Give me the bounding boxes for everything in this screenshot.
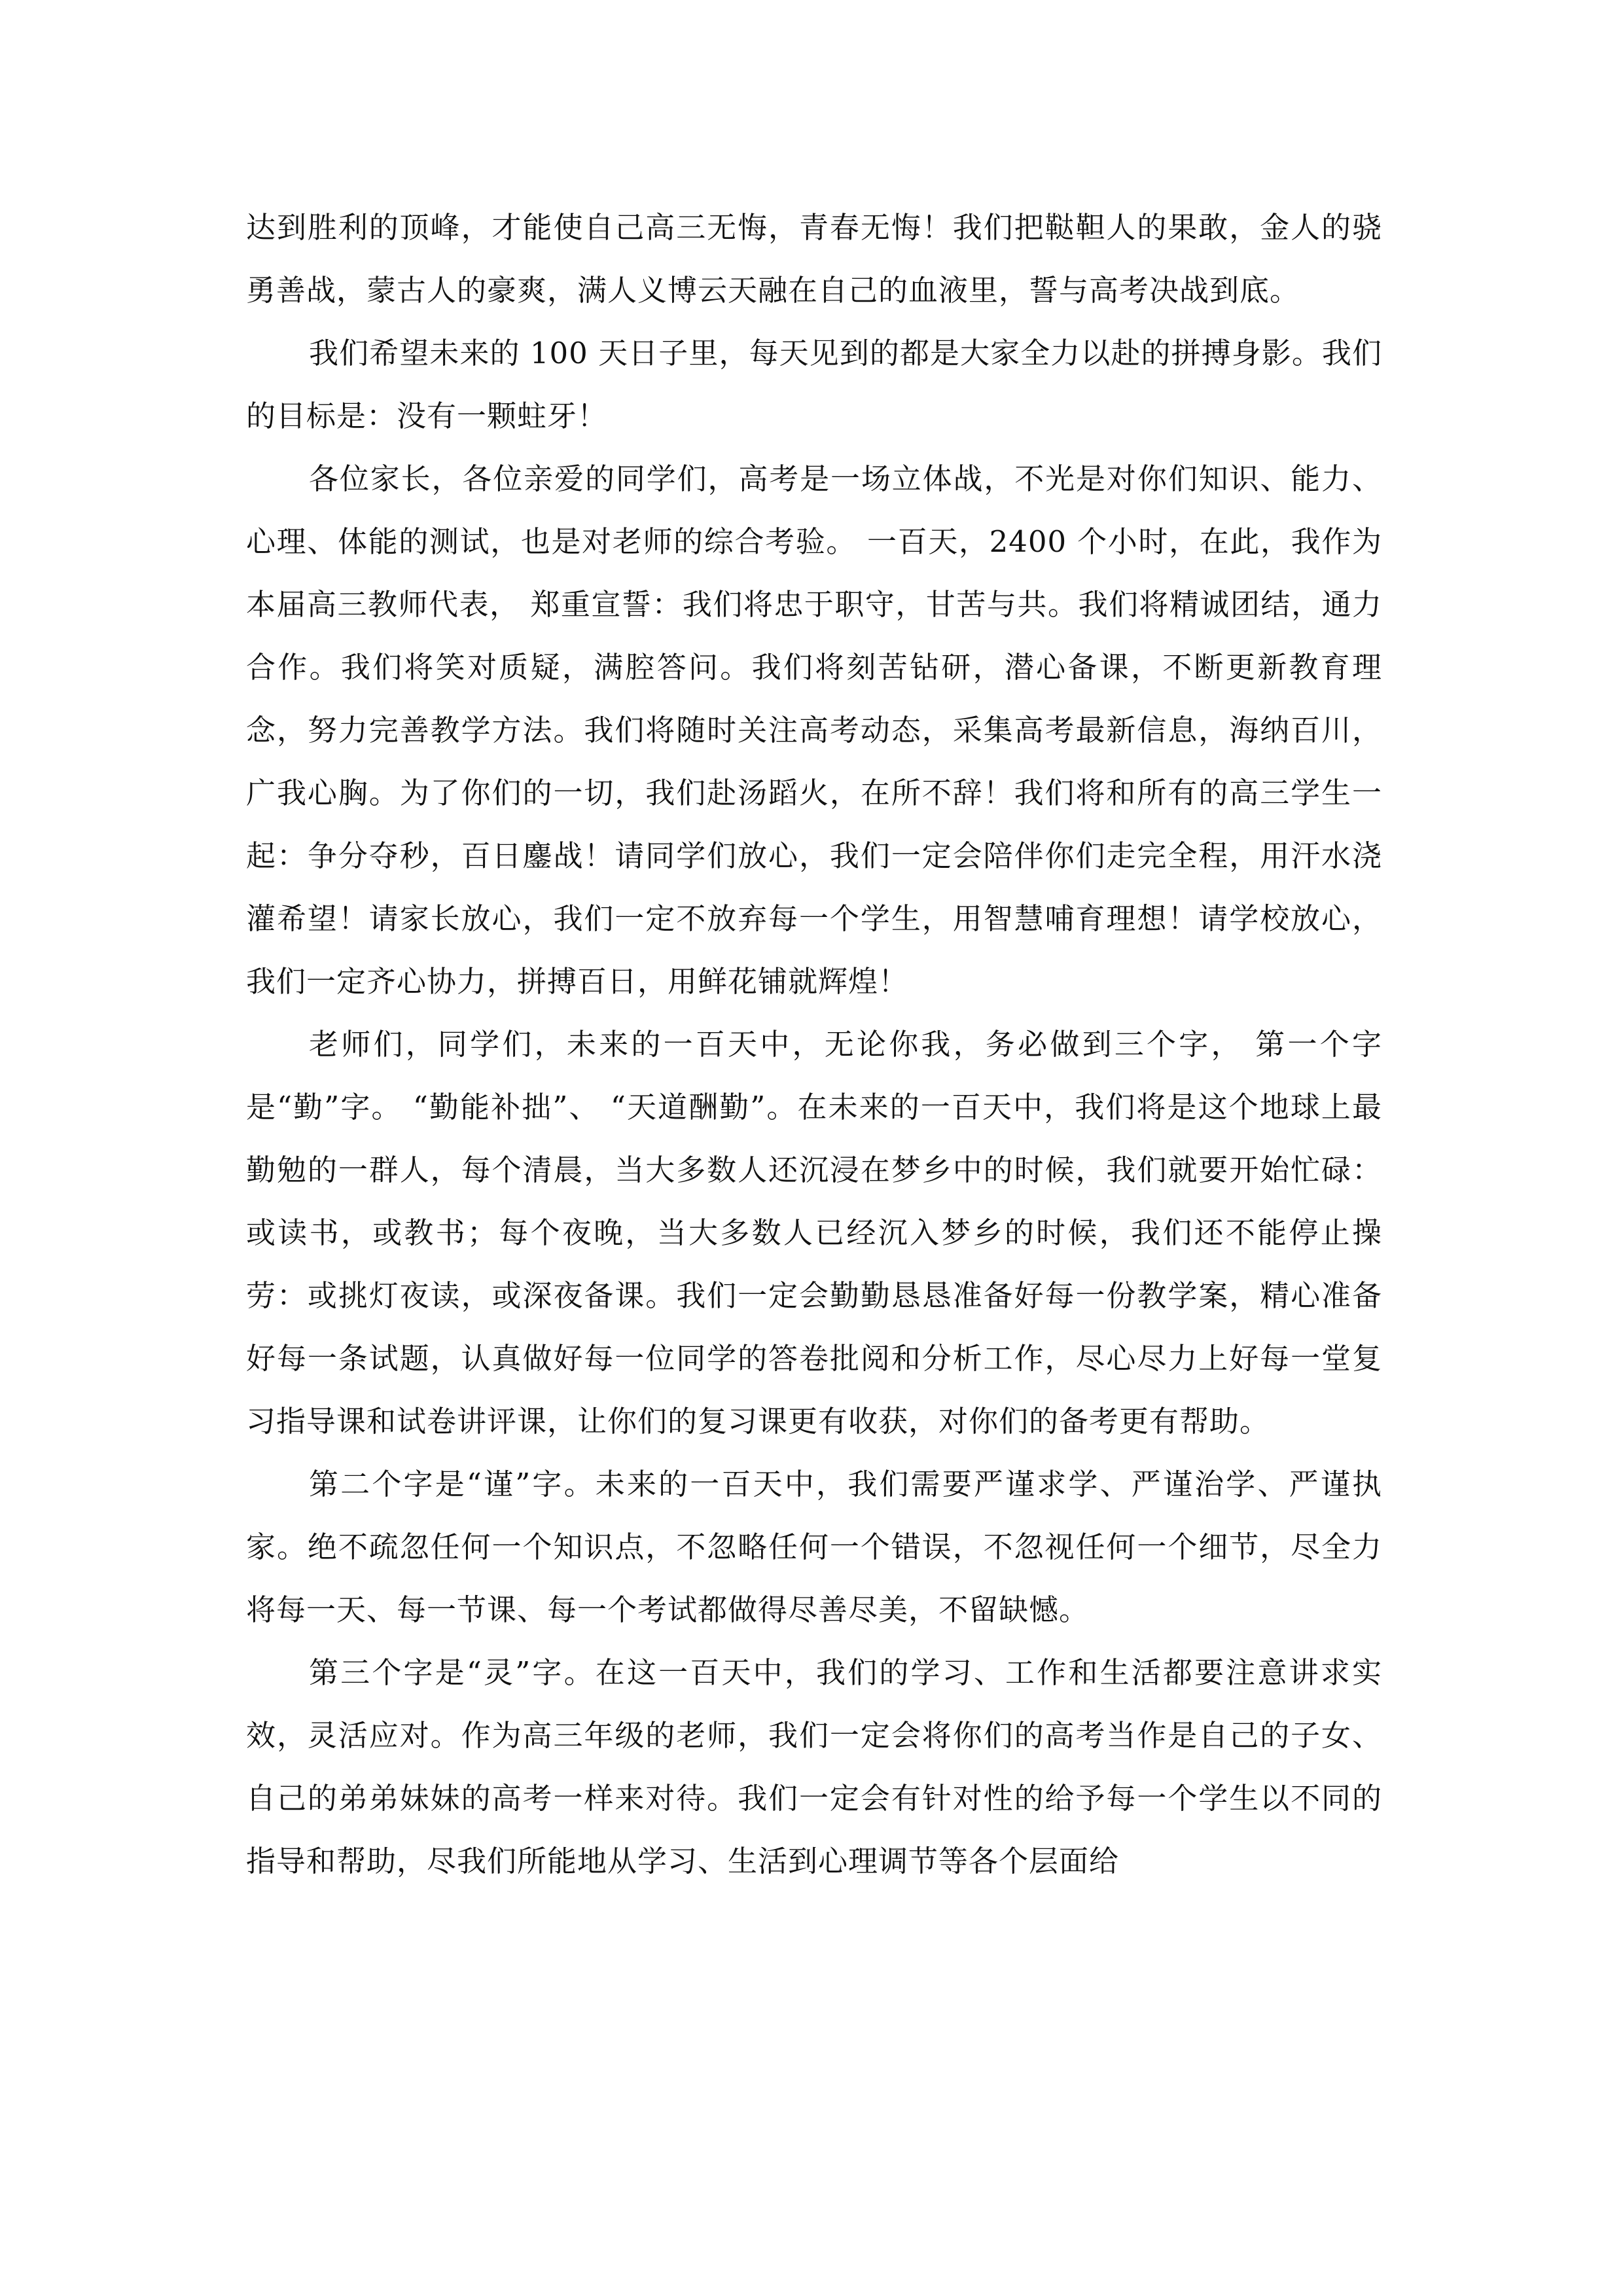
paragraph-3-oath: 各位家长，各位亲爱的同学们，高考是一场立体战，不光是对你们知识、能力、心理、体能的测试，也是对老师的综合考验。 一百天，2400 个小时，在此，我作为本届高三教师代表， 郑重宣誓：我们将忠于职守，甘苦与共。我们将精诚团结，通力合作。我们将笑对质疑，满腔答问。我们将刻苦钻研，潜心备课，不断更新教育理念，努力完善教学方法。我们将随时关注高考动态，采集高考最新信息，海纳百川，广我心胸。为了你们的一切，我们赴汤蹈火，在所不辞！我们将和所有的高三学生一起：争分夺秒，百日鏖战！请同学们放心，我们一定会陪伴你们走完全程，用汗水浇灌希望！请家长放心，我们一定不放弃每一个学生，用智慧哺育理想！请学校放心，我们一定齐心协力，拼搏百日，用鲜花铺就辉煌！ [246,461,1382,999]
paragraph-2-goal: 我们希望未来的 100 天日子里，每天见到的都是大家全力以赴的拼搏身影。我们的目标是：没有一颗蛀牙！ [246,336,1382,433]
paragraph-1-continuation: 达到胜利的顶峰，才能使自己高三无悔，青春无悔！我们把鞑靼人的果敢，金人的骁勇善战，蒙古人的豪爽，满人义博云天融在自己的血液里，誓与高考决战到底。 [246,210,1382,308]
paragraph-6-flexibility: 第三个字是“灵”字。在这一百天中，我们的学习、工作和生活都要注意讲求实效，灵活应对。作为高三年级的老师，我们一定会将你们的高考当作是自己的子女、自己的弟弟妹妹的高考一样来对待。我们一定会有针对性的给予每一个学生以不同的指导和帮助，尽我们所能地从学习、生活到心理调节等各个层面给 [246,1655,1382,1878]
document-body [246,196,1382,1893]
paragraph-4-diligence: 老师们，同学们，未来的一百天中，无论你我，务必做到三个字， 第一个字是“勤”字。 “勤能补拙”、 “天道酬勤”。在未来的一百天中，我们将是这个地球上最勤勉的一群人，每个清晨，当大多数人还沉浸在梦乡中的时候，我们就要开始忙碌：或读书，或教书；每个夜晚，当大多数人已经沉入梦乡的时候，我们还不能停止操劳：或挑灯夜读，或深夜备课。我们一定会勤勤恳恳准备好每一份教学案，精心准备好每一条试题，认真做好每一位同学的答卷批阅和分析工作，尽心尽力上好每一堂复习指导课和试卷讲评课，让你们的复习课更有收获，对你们的备考更有帮助。 [246,1027,1382,1439]
paragraph-5-rigor: 第二个字是“谨”字。未来的一百天中，我们需要严谨求学、严谨治学、严谨执家。绝不疏忽任何一个知识点，不忽略任何一个错误，不忽视任何一个细节，尽全力将每一天、每一节课、每一个考试都做得尽善尽美，不留缺憾。 [246,1467,1382,1627]
